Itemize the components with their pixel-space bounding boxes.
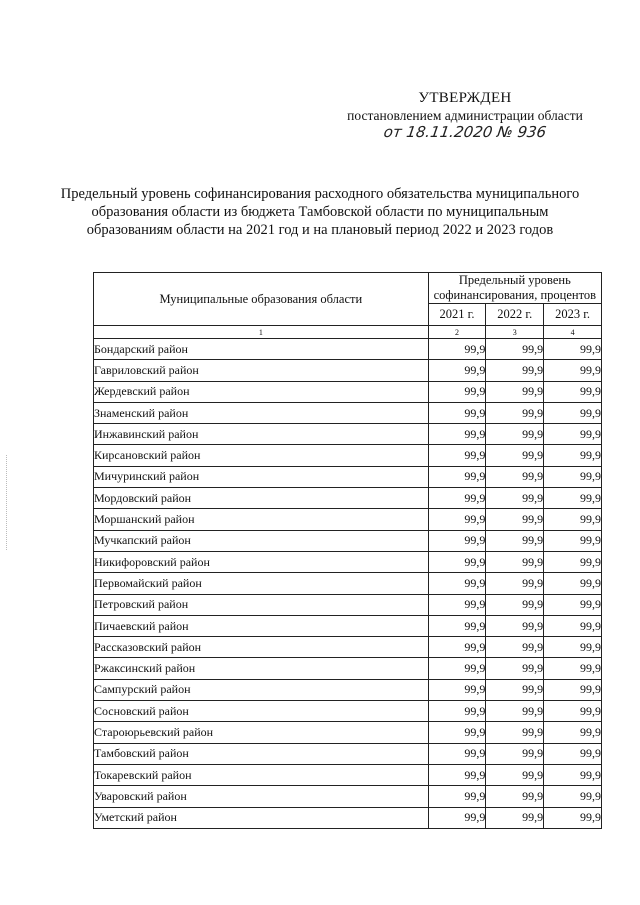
- value-2021: 99,9: [428, 701, 486, 722]
- value-2023: 99,9: [544, 573, 602, 594]
- value-2022: 99,9: [486, 701, 544, 722]
- value-2021: 99,9: [428, 488, 486, 509]
- value-2021: 99,9: [428, 786, 486, 807]
- municipality-name: Гавриловский район: [94, 360, 429, 381]
- municipality-name: Моршанский район: [94, 509, 429, 530]
- value-2022: 99,9: [486, 658, 544, 679]
- value-2023: 99,9: [544, 615, 602, 636]
- municipality-name: Первомайский район: [94, 573, 429, 594]
- value-2021: 99,9: [428, 402, 486, 423]
- municipality-name: Мичуринский район: [94, 466, 429, 487]
- value-2023: 99,9: [544, 402, 602, 423]
- table-row: [94, 551, 602, 572]
- municipality-name: Петровский район: [94, 594, 429, 615]
- value-2023: 99,9: [544, 381, 602, 402]
- cofinancing-table: [93, 272, 602, 829]
- value-2022: 99,9: [486, 466, 544, 487]
- table-row: [94, 445, 602, 466]
- value-2023: 99,9: [544, 339, 602, 360]
- value-2021: 99,9: [428, 360, 486, 381]
- table-row: [94, 381, 602, 402]
- table-row: [94, 764, 602, 785]
- municipality-name: Кирсановский район: [94, 445, 429, 466]
- value-2022: 99,9: [486, 381, 544, 402]
- municipality-name: Никифоровский район: [94, 551, 429, 572]
- header-municipality: Муниципальные образования области: [94, 273, 429, 326]
- approval-title: УТВЕРЖДЕН: [418, 90, 512, 106]
- value-2021: 99,9: [428, 637, 486, 658]
- value-2022: 99,9: [486, 764, 544, 785]
- value-2022: 99,9: [486, 743, 544, 764]
- table-row: [94, 658, 602, 679]
- value-2023: 99,9: [544, 722, 602, 743]
- municipality-name: Сосновский район: [94, 701, 429, 722]
- municipality-name: Пичаевский район: [94, 615, 429, 636]
- value-2022: 99,9: [486, 615, 544, 636]
- value-2021: 99,9: [428, 743, 486, 764]
- table-row: [94, 530, 602, 551]
- table-row: [94, 339, 602, 360]
- municipality-name: Бондарский район: [94, 339, 429, 360]
- municipality-name: Тамбовский район: [94, 743, 429, 764]
- municipality-name: Ржаксинский район: [94, 658, 429, 679]
- value-2021: 99,9: [428, 615, 486, 636]
- table-row: [94, 402, 602, 423]
- value-2021: 99,9: [428, 551, 486, 572]
- value-2022: 99,9: [486, 424, 544, 445]
- value-2023: 99,9: [544, 743, 602, 764]
- value-2021: 99,9: [428, 807, 486, 828]
- header-year-2023: 2023 г.: [544, 304, 602, 326]
- value-2021: 99,9: [428, 530, 486, 551]
- value-2023: 99,9: [544, 594, 602, 615]
- table-row: [94, 424, 602, 445]
- table-row: [94, 360, 602, 381]
- approval-signature: от 18.11.2020 № 936: [382, 123, 548, 141]
- table-row: [94, 807, 602, 828]
- value-2021: 99,9: [428, 764, 486, 785]
- municipality-name: Сампурский район: [94, 679, 429, 700]
- column-number: 2: [428, 326, 486, 339]
- value-2022: 99,9: [486, 509, 544, 530]
- value-2023: 99,9: [544, 551, 602, 572]
- column-number: 4: [544, 326, 602, 339]
- value-2022: 99,9: [486, 637, 544, 658]
- table-row: [94, 509, 602, 530]
- municipality-name: Уваровский район: [94, 786, 429, 807]
- value-2021: 99,9: [428, 722, 486, 743]
- municipality-name: Токаревский район: [94, 764, 429, 785]
- document-title: Предельный уровень софинансирования расходного обязательства муниципального образования области из бюджета Тамбовской области по муниципальным образованиям области на 2021 год и на плановый период 2022 и 2023 годов: [60, 186, 580, 238]
- table-row: [94, 594, 602, 615]
- table-row: [94, 701, 602, 722]
- value-2023: 99,9: [544, 445, 602, 466]
- header-cofinancing-level: Предельный уровень софинансирования, процентов: [428, 273, 601, 304]
- value-2021: 99,9: [428, 381, 486, 402]
- municipality-name: Знаменский район: [94, 402, 429, 423]
- value-2022: 99,9: [486, 786, 544, 807]
- value-2022: 99,9: [486, 807, 544, 828]
- table-row: [94, 743, 602, 764]
- value-2021: 99,9: [428, 424, 486, 445]
- approval-line: постановлением администрации области: [347, 108, 583, 123]
- value-2023: 99,9: [544, 530, 602, 551]
- value-2023: 99,9: [544, 509, 602, 530]
- table-row: [94, 786, 602, 807]
- value-2023: 99,9: [544, 786, 602, 807]
- value-2022: 99,9: [486, 488, 544, 509]
- value-2022: 99,9: [486, 722, 544, 743]
- table-row: [94, 573, 602, 594]
- column-number: 1: [94, 326, 429, 339]
- approval-stamp: [330, 89, 600, 141]
- table-row: [94, 637, 602, 658]
- value-2023: 99,9: [544, 360, 602, 381]
- value-2023: 99,9: [544, 488, 602, 509]
- table-row: [94, 466, 602, 487]
- municipality-name: Рассказовский район: [94, 637, 429, 658]
- municipality-name: Мучкапский район: [94, 530, 429, 551]
- value-2022: 99,9: [486, 679, 544, 700]
- value-2022: 99,9: [486, 551, 544, 572]
- value-2021: 99,9: [428, 573, 486, 594]
- value-2023: 99,9: [544, 424, 602, 445]
- value-2023: 99,9: [544, 679, 602, 700]
- value-2023: 99,9: [544, 466, 602, 487]
- municipality-name: Инжавинский район: [94, 424, 429, 445]
- value-2021: 99,9: [428, 445, 486, 466]
- table-row: [94, 722, 602, 743]
- scan-margin-mark: [6, 455, 9, 550]
- value-2023: 99,9: [544, 807, 602, 828]
- value-2021: 99,9: [428, 339, 486, 360]
- value-2022: 99,9: [486, 402, 544, 423]
- municipality-name: Уметский район: [94, 807, 429, 828]
- value-2023: 99,9: [544, 764, 602, 785]
- value-2022: 99,9: [486, 530, 544, 551]
- column-number: 3: [486, 326, 544, 339]
- value-2023: 99,9: [544, 637, 602, 658]
- value-2022: 99,9: [486, 573, 544, 594]
- header-year-2021: 2021 г.: [428, 304, 486, 326]
- value-2021: 99,9: [428, 509, 486, 530]
- table-row: [94, 488, 602, 509]
- municipality-name: Мордовский район: [94, 488, 429, 509]
- value-2021: 99,9: [428, 679, 486, 700]
- value-2023: 99,9: [544, 701, 602, 722]
- value-2022: 99,9: [486, 445, 544, 466]
- municipality-name: Жердевский район: [94, 381, 429, 402]
- value-2022: 99,9: [486, 360, 544, 381]
- table-body: [94, 339, 602, 829]
- value-2023: 99,9: [544, 658, 602, 679]
- value-2021: 99,9: [428, 594, 486, 615]
- table-row: [94, 615, 602, 636]
- value-2022: 99,9: [486, 594, 544, 615]
- municipality-name: Староюрьевский район: [94, 722, 429, 743]
- value-2022: 99,9: [486, 339, 544, 360]
- value-2021: 99,9: [428, 658, 486, 679]
- value-2021: 99,9: [428, 466, 486, 487]
- header-year-2022: 2022 г.: [486, 304, 544, 326]
- table-row: [94, 679, 602, 700]
